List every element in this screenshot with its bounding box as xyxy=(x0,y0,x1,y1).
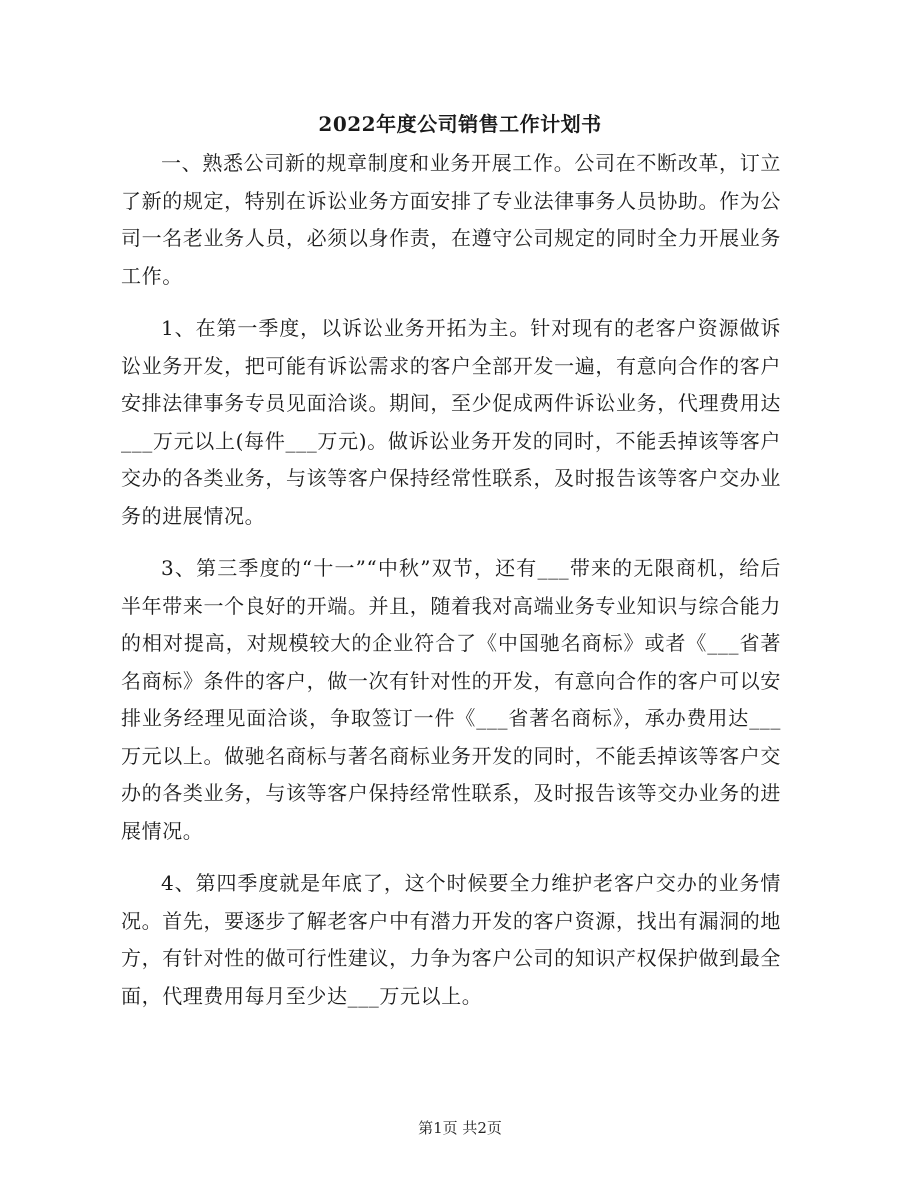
paragraph-first-quarter: 1、在第一季度，以诉讼业务开拓为主。针对现有的老客户资源做诉讼业务开发，把可能有诉讼需求的客户全部开发一遍，有意向合作的客户安排法律事务专员见面洽谈。期间，至少促成两件诉讼业务，代理费用达___万元以上(每件___万元)。做诉讼业务开发的同时，不能丢掉该等客户交办的各类业务，与该等客户保持经常性联系，及时报告该等客户交办业务的进展情况。 xyxy=(121,316,781,528)
document-body xyxy=(121,145,781,1030)
paragraph-familiarize-rules: 一、熟悉公司新的规章制度和业务开展工作。公司在不断改革，订立了新的规定，特别在诉讼业务方面安排了专业法律事务人员协助。作为公司一名老业务人员，必须以身作责，在遵守公司规定的同时全力开展业务工作。 xyxy=(121,151,781,288)
document-title: 2022年度公司销售工作计划书 xyxy=(318,112,602,136)
paragraph-third-quarter: 3、第三季度的“十一”“中秋”双节，还有___带来的无限商机，给后半年带来一个良好的开端。并且，随着我对高端业务专业知识与综合能力的相对提高，对规模较大的企业符合了《中国驰名商标》或者《___省著名商标》条件的客户，做一次有针对性的开发，有意向合作的客户可以安排业务经理见面洽谈，争取签订一件《___省著名商标》，承办费用达___万元以上。做驰名商标与著名商标业务开发的同时，不能丢掉该等客户交办的各类业务，与该等客户保持经常性联系，及时报告该等交办业务的进展情况。 xyxy=(121,556,781,843)
paragraph-fourth-quarter: 4、第四季度就是年底了，这个时候要全力维护老客户交办的业务情况。首先，要逐步了解老客户中有潜力开发的客户资源，找出有漏洞的地方，有针对性的做可行性建议，力争为客户公司的知识产权保护做到最全面，代理费用每月至少达___万元以上。 xyxy=(121,871,781,1008)
page-number-footer: 第1页 共2页 xyxy=(418,1119,502,1137)
